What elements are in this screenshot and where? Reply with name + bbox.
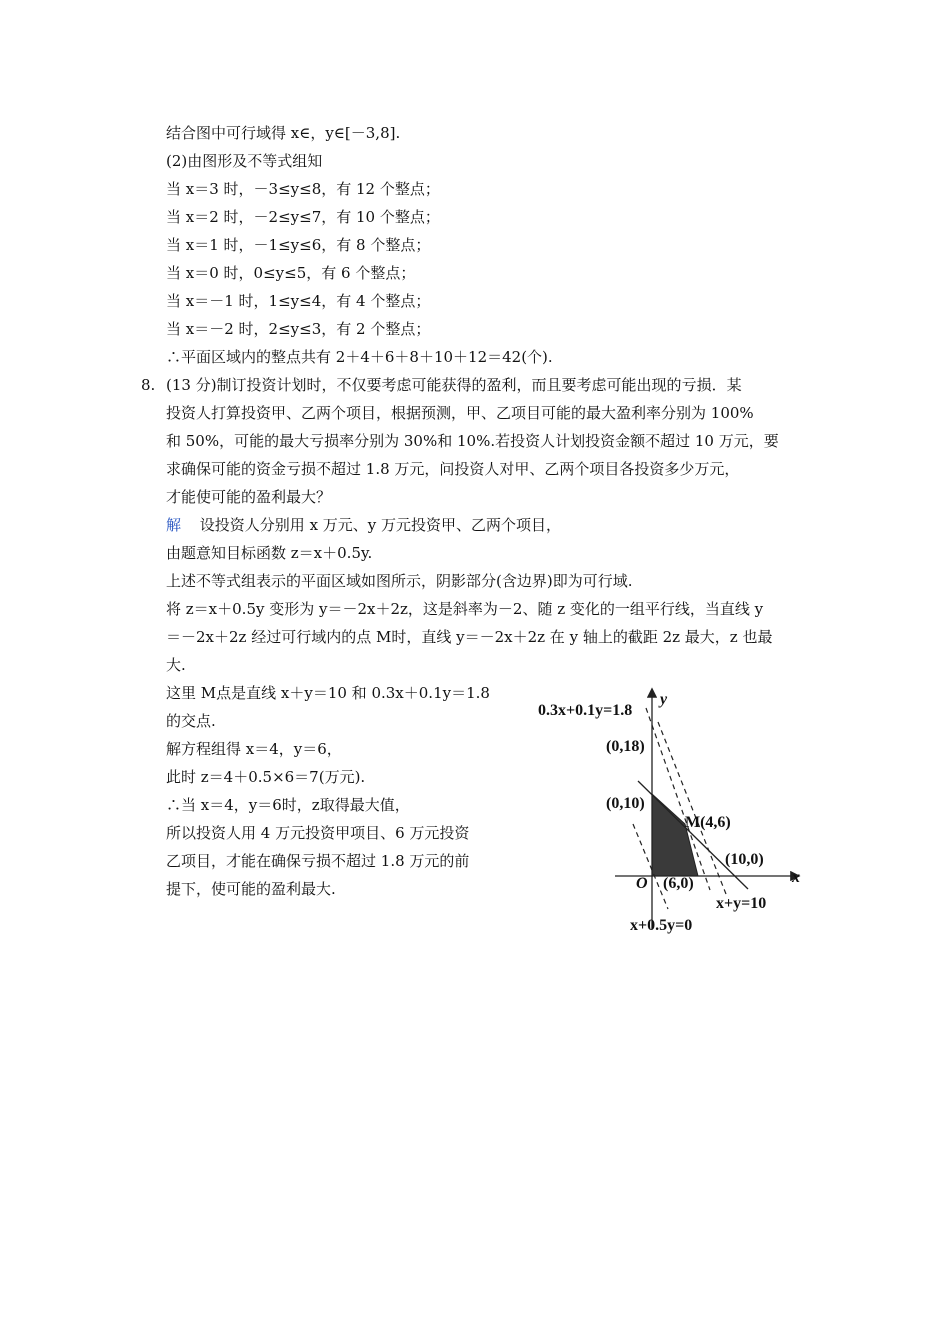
label-6-0: (6,0) [663,875,694,892]
text-line-4: 当 x＝2 时，－2≤y≤7，有 10 个整点； [166,208,440,226]
side-line-2: 的交点. [166,712,216,730]
problem-line-5: 才能使可能的盈利最大？ [166,488,332,506]
label-10-0: (10,0) [725,851,764,868]
solution-line-5: 大. [166,656,186,674]
label-line2: x+y=10 [716,895,767,912]
text-line-8: 当 x＝－2 时，2≤y≤3，有 2 个整点； [166,320,431,338]
text-line-2: (2)由图形及不等式组知 [166,152,323,170]
problem-line-4: 求确保可能的资金亏损不超过 1.8 万元，问投资人对甲、乙两个项目各投资多少万元， [166,460,740,478]
label-line3: x+0.5y=0 [630,917,693,934]
problem-line-1: (13 分)制订投资计划时，不仅要考虑可能获得的盈利，而且要考虑可能出现的亏损．某 [166,376,742,394]
text-line-6: 当 x＝0 时，0≤y≤5，有 6 个整点； [166,264,416,282]
solution-label: 解 [166,516,182,534]
problem-line-2: 投资人打算投资甲、乙两个项目，根据预测，甲、乙项目可能的最大盈利率分别为 100% [166,404,754,422]
problem-number: 8. [141,376,156,394]
side-line-7: 乙项目，才能在确保亏损不超过 1.8 万元的前 [166,852,470,870]
solution-line-1: 由题意知目标函数 z＝x＋0.5y. [166,544,373,562]
side-line-4: 此时 z＝4＋0.5×6＝7(万元). [166,768,366,786]
side-line-1: 这里 M点是直线 x＋y＝10 和 0.3x＋0.1y＝1.8 [166,684,490,702]
solution-intro: 设投资人分别用 x 万元、y 万元投资甲、乙两个项目， [199,516,562,534]
problem-line-3: 和 50%，可能的最大亏损率分别为 30%和 10%.若投资人计划投资金额不超过 10 万元，要 [166,432,779,450]
solution-line-4: ＝－2x＋2z 经过可行域内的点 M时，直线 y＝－2x＋2z 在 y 轴上的截距 2z 最大，z 也最 [166,628,773,646]
label-0-18: (0,18) [606,738,645,755]
label-0-10: (0,10) [606,795,645,812]
feasible-region-figure [530,684,820,940]
text-line-7: 当 x＝－1 时，1≤y≤4，有 4 个整点； [166,292,431,310]
label-M: M(4,6) [685,814,731,831]
text-line-5: 当 x＝1 时，－1≤y≤6，有 8 个整点； [166,236,431,254]
solution-line-3: 将 z＝x＋0.5y 变形为 y＝－2x＋2z，这是斜率为－2、随 z 变化的一组平行线，当直线 y [166,600,764,618]
text-line-9: ∴平面区域内的整点共有 2＋4＋6＋8＋10＋12＝42(个). [166,348,553,366]
solution-line-2: 上述不等式组表示的平面区域如图所示，阴影部分(含边界)即为可行域. [166,572,633,590]
label-y-axis: y [660,691,668,708]
side-line-3: 解方程组得 x＝4，y＝6， [166,740,342,758]
label-origin: O [636,875,648,892]
side-line-5: ∴当 x＝4，y＝6时，z取得最大值， [166,796,410,814]
side-line-6: 所以投资人用 4 万元投资甲项目、6 万元投资 [166,824,470,842]
label-line1: 0.3x+0.1y=1.8 [538,702,633,719]
text-line-3: 当 x＝3 时，－3≤y≤8，有 12 个整点； [166,180,440,198]
text-line-1: 结合图中可行域得 x∈，y∈[－3,8]. [166,124,401,142]
label-x-axis: x [792,869,800,886]
side-line-8: 提下，使可能的盈利最大. [166,880,336,898]
solution-first-line [166,515,561,535]
